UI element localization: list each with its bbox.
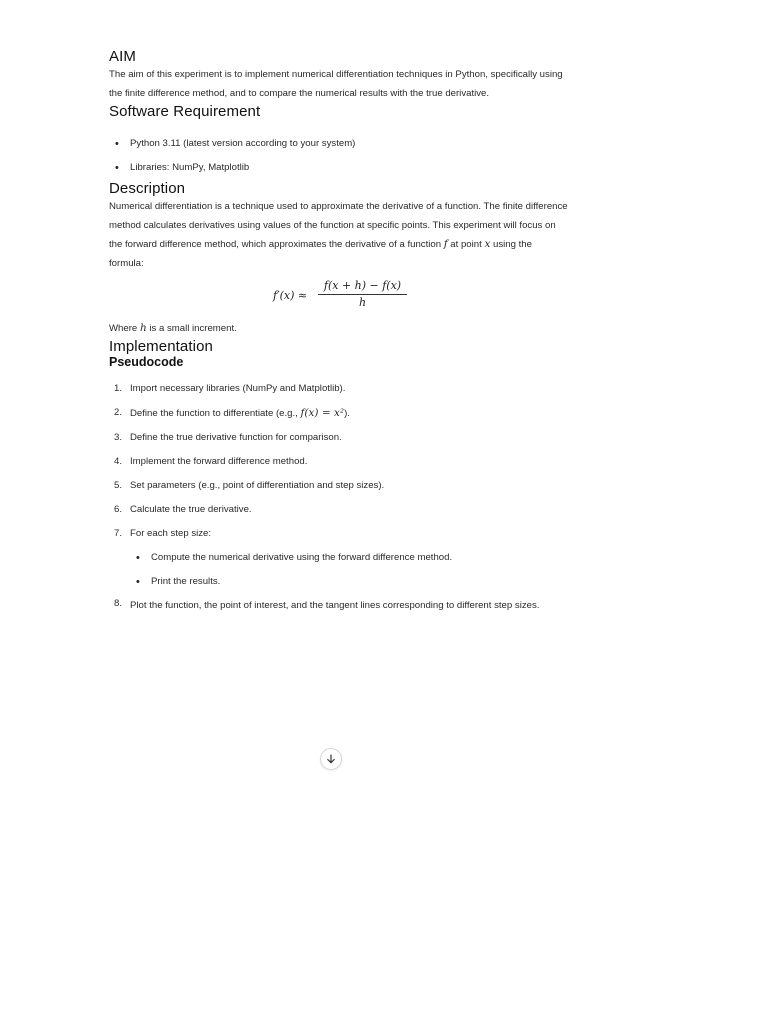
list-item <box>109 450 569 474</box>
formula-denominator: h <box>358 296 367 309</box>
step-text: Plot the function, the point of interest, and the tangent lines corresponding to different step sizes. <box>130 600 540 611</box>
list-item <box>109 426 569 450</box>
formula-lhs: f′(x) ≈ <box>273 289 308 302</box>
where-text <box>109 319 569 338</box>
f-symbol: f <box>443 238 448 250</box>
step-text: Implement the forward difference method. <box>130 456 308 467</box>
pseudocode-heading: Pseudocode <box>109 355 184 369</box>
aim-text: The aim of this experiment is to implement numerical differentiation techniques in Python, specifically using the finite difference method, and to compare the numerical results with the true derivative. <box>109 69 563 99</box>
step-text: ). <box>344 408 350 419</box>
step-text: For each step size: <box>130 528 212 539</box>
arrow-down-icon <box>326 754 336 764</box>
description-text-part: at point <box>447 239 485 250</box>
software-requirement-list <box>109 132 569 180</box>
step-text: Set parameters (e.g., point of differentiation and step sizes). <box>130 480 385 491</box>
step-number: 6. <box>114 504 123 515</box>
list-item: • Compute the numerical derivative using the forward difference method. <box>130 546 569 570</box>
implementation-heading: Implementation <box>109 338 213 355</box>
formula-fraction <box>318 279 407 310</box>
step-text: Define the function to differentiate (e.g., <box>130 408 301 419</box>
forward-difference-formula <box>109 279 569 319</box>
h-symbol: h <box>139 322 147 334</box>
list-item <box>109 474 569 498</box>
step-text: Define the true derivative function for comparison. <box>130 432 342 443</box>
step-number: 8. <box>114 598 123 609</box>
list-item <box>109 377 569 401</box>
step-text: Calculate the true derivative. <box>130 504 252 515</box>
description-text-part: using the formula: <box>109 239 532 269</box>
where-text-part: Where <box>109 323 140 334</box>
step-math: f(x) = x² <box>300 407 345 419</box>
step-number: 3. <box>114 432 123 443</box>
list-item <box>109 498 569 522</box>
pseudocode-steps <box>109 377 569 615</box>
list-item: • Python 3.11 (latest version according to your system) <box>109 132 569 156</box>
step-number: 7. <box>114 528 123 539</box>
formula-numerator: f(x + h) − f(x) <box>323 279 402 292</box>
step-number: 2. <box>114 407 123 418</box>
step-number: 4. <box>114 456 123 467</box>
nested-list <box>130 546 569 594</box>
description-text <box>109 197 569 273</box>
list-item <box>109 594 569 615</box>
list-item <box>109 401 569 426</box>
list-item <box>109 522 569 594</box>
document-content <box>109 48 569 615</box>
x-symbol: x <box>484 238 491 250</box>
description-heading: Description <box>109 180 186 197</box>
software-requirement-heading: Software Requirement <box>109 103 261 120</box>
description-text-part: Numerical differentiation is a technique used to approximate the derivative of a function. The finite difference method calculates derivatives using values of the function at specific points. This experiment will focus on the forward difference method, which approximates the derivative of a function <box>109 201 568 250</box>
scroll-down-button[interactable] <box>320 748 342 770</box>
step-number: 1. <box>114 383 123 394</box>
where-text-part: is a small increment. <box>146 323 237 334</box>
list-item: • Print the results. <box>130 570 569 594</box>
fraction-bar <box>318 294 407 295</box>
step-text: Import necessary libraries (NumPy and Matplotlib). <box>130 383 346 394</box>
step-number: 5. <box>114 480 123 491</box>
aim-heading: AIM <box>109 48 136 65</box>
list-item: • Libraries: NumPy, Matplotlib <box>109 156 569 180</box>
